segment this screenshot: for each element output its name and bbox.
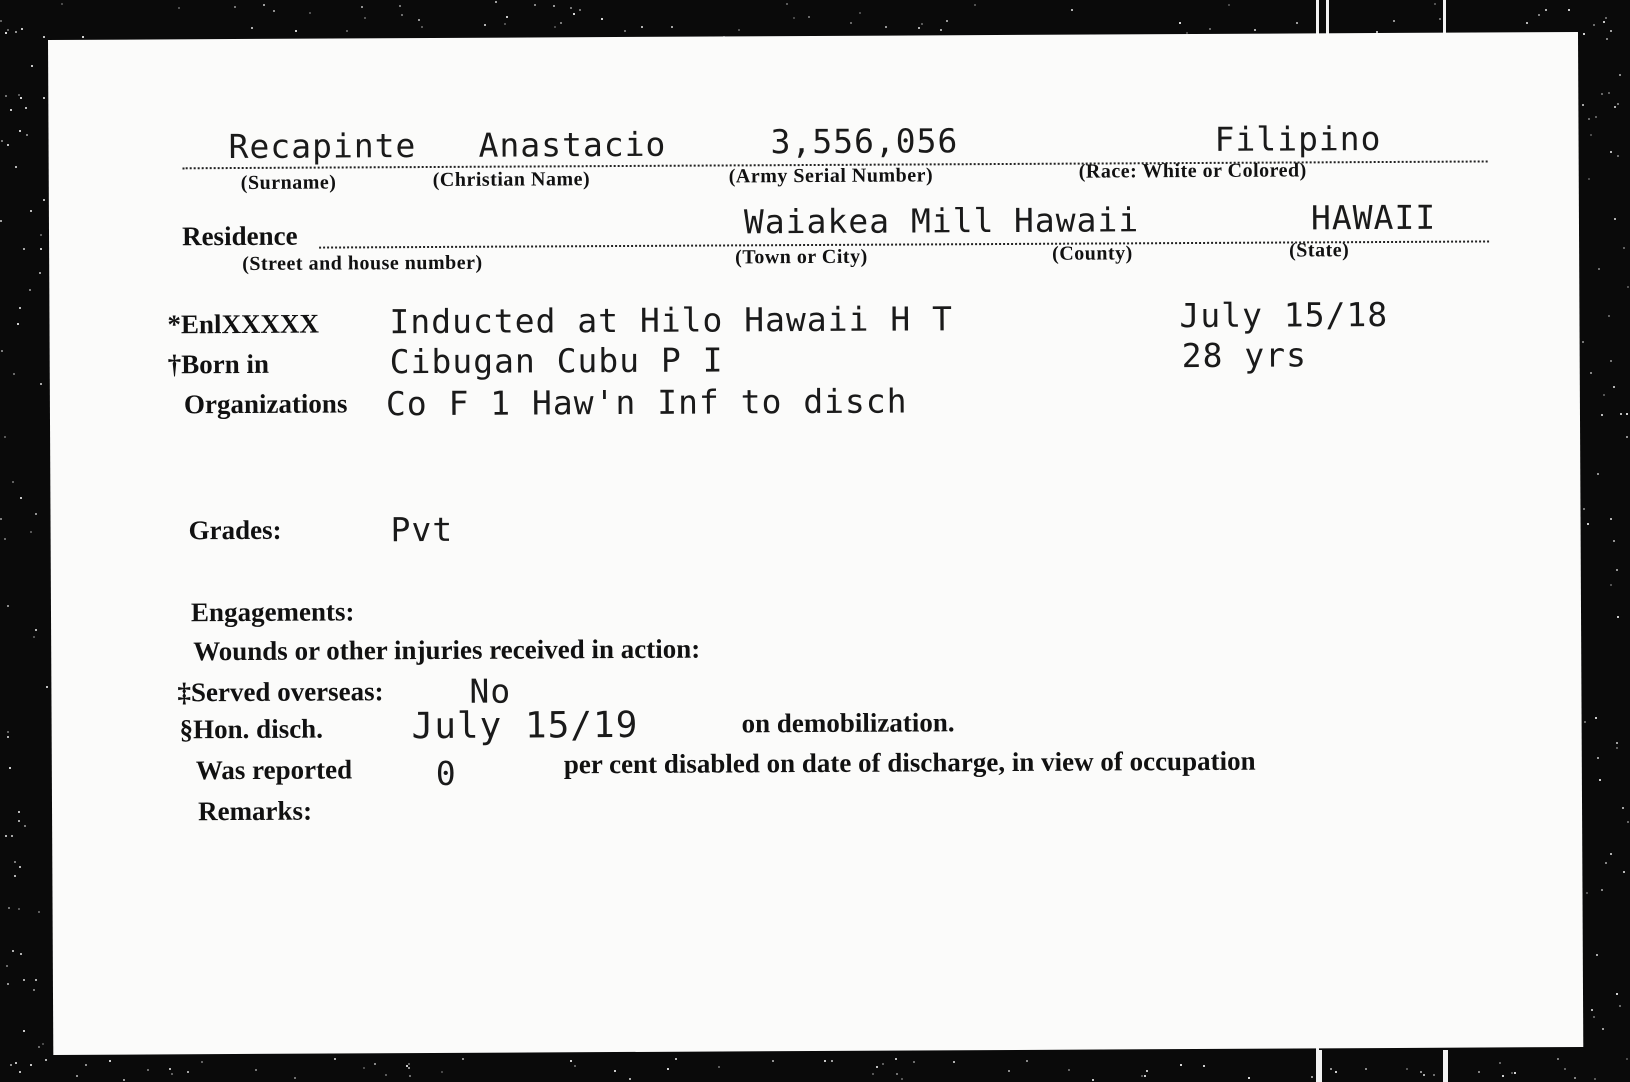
organizations-label: Organizations — [183, 388, 348, 420]
engagements-label: Engagements: — [190, 596, 355, 628]
service-record-card — [48, 32, 1583, 1055]
hon-disch-suffix: on demobilization. — [741, 707, 955, 739]
residence-county-value: Hawaii — [1013, 200, 1140, 240]
reported-value: 0 — [435, 753, 457, 793]
christian-name-value: Anastacio — [478, 124, 667, 165]
christian-name-caption: (Christian Name) — [432, 168, 591, 191]
town-caption: (Town or City) — [735, 245, 868, 269]
grades-value: Pvt — [390, 509, 454, 550]
scan-artifact-line — [1316, 1050, 1322, 1082]
serial-number-caption: (Army Serial Number) — [728, 164, 934, 188]
surname-caption: (Surname) — [240, 171, 337, 194]
serial-number-value: 3,556,056 — [770, 121, 959, 162]
enlisted-label: *EnlXXXXX — [167, 308, 320, 340]
served-overseas-label: ‡Served overseas: — [177, 676, 384, 708]
reported-label: Was reported — [195, 754, 353, 786]
residence-state-value: HAWAII — [1310, 197, 1437, 238]
organizations-text: Co F 1 Haw'n Inf to disch — [385, 381, 908, 424]
street-caption: (Street and house number) — [242, 251, 483, 275]
served-overseas-value: No — [469, 671, 512, 711]
scan-artifact-line — [1443, 1050, 1448, 1082]
hon-disch-date: July 15/19 — [411, 704, 639, 748]
grades-label: Grades: — [188, 514, 282, 546]
remarks-label: Remarks: — [197, 795, 313, 827]
hon-disch-label: §Hon. disch. — [179, 713, 323, 745]
wounds-label: Wounds or other injuries received in action: — [193, 633, 701, 667]
race-caption: (Race: White or Colored) — [1078, 159, 1307, 183]
residence-label: Residence — [181, 220, 298, 252]
enlisted-text: Inducted at Hilo Hawaii H T — [389, 299, 954, 342]
surname-value: Recapinte — [228, 126, 417, 167]
born-text: Cibugan Cubu P I — [389, 340, 724, 382]
enlisted-date: July 15/18 — [1179, 294, 1389, 336]
reported-suffix: per cent disabled on date of discharge, in view of occupation — [563, 745, 1256, 780]
race-value: Filipino — [1214, 119, 1382, 159]
county-caption: (County) — [1052, 242, 1133, 265]
residence-town-value: Waiakea Mill — [743, 201, 995, 242]
born-label: †Born in — [167, 348, 270, 380]
state-caption: (State) — [1289, 239, 1350, 262]
born-age: 28 yrs — [1181, 335, 1307, 376]
